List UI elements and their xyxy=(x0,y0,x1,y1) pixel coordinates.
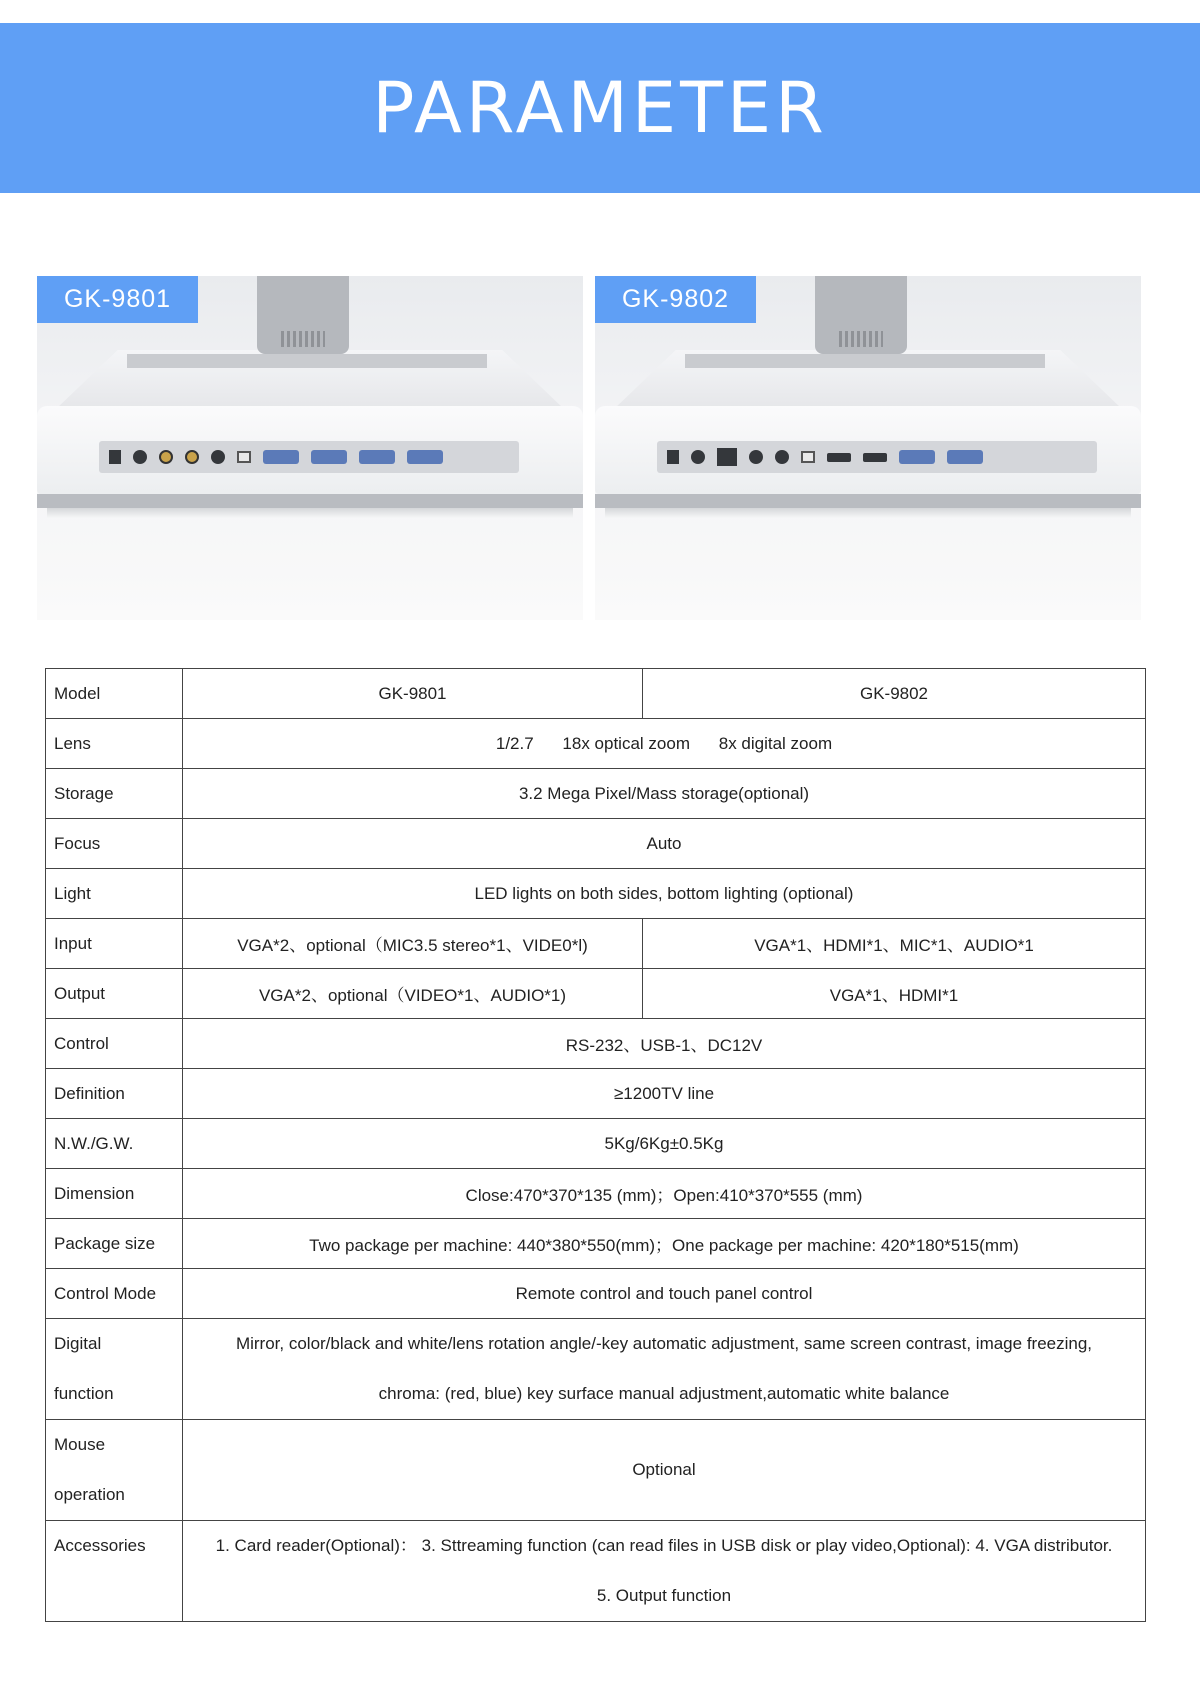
table-row xyxy=(46,1069,1146,1119)
table-row xyxy=(46,769,1146,819)
audio-port-icon xyxy=(133,450,147,464)
table-row xyxy=(46,1269,1146,1319)
model-tag: GK-9802 xyxy=(595,276,756,323)
usb-port-icon xyxy=(801,451,815,463)
cell-gk-9802: VGA*1、HDMI*1 xyxy=(643,969,1146,1019)
mic-port-icon xyxy=(749,450,763,464)
lens-size: 1/2.7 xyxy=(495,733,534,753)
table-row xyxy=(46,1319,1146,1420)
hdmi-port-icon xyxy=(827,453,851,462)
row-label-line: Mouse xyxy=(54,1435,106,1454)
row-label: Control xyxy=(46,1019,183,1069)
header-banner xyxy=(0,23,1200,193)
table-row xyxy=(46,969,1146,1019)
row-label: Light xyxy=(46,869,183,919)
cell-value: Two package per machine: 440*380*550(mm)；One package per machine: 420*180*515(mm) xyxy=(183,1219,1146,1269)
vga-port-icon xyxy=(311,450,347,464)
row-label-line: operation xyxy=(54,1485,125,1504)
table-row xyxy=(46,1119,1146,1169)
table-row xyxy=(46,719,1146,769)
vga-port-icon xyxy=(899,450,935,464)
power-port-icon xyxy=(109,450,121,464)
row-label: Focus xyxy=(46,819,183,869)
table-row xyxy=(46,1420,1146,1521)
table-row xyxy=(46,1219,1146,1269)
rca-port-icon xyxy=(159,450,173,464)
cell-line: chroma: (red, blue) key surface manual adjustment,automatic white balance xyxy=(378,1384,950,1403)
row-label xyxy=(46,1319,183,1420)
row-label: Storage xyxy=(46,769,183,819)
product-photo-gk-9801 xyxy=(37,276,583,620)
device-inset xyxy=(685,354,1045,368)
row-label: Accessories xyxy=(46,1521,183,1622)
vga-port-icon xyxy=(263,450,299,464)
port-panel xyxy=(657,441,1097,473)
row-label-line: function xyxy=(54,1384,114,1403)
cell-value xyxy=(183,1521,1146,1622)
vga-port-icon xyxy=(359,450,395,464)
cell-value xyxy=(183,719,1146,769)
lens-digital-zoom: 8x digital zoom xyxy=(718,733,833,753)
row-label-line: Digital xyxy=(54,1334,102,1353)
row-label: Lens xyxy=(46,719,183,769)
cell-gk-9802: GK-9802 xyxy=(643,669,1146,719)
page-title: PARAMETER xyxy=(372,67,828,149)
cell-gk-9801: VGA*2、optional（MIC3.5 stereo*1、VIDE0*l) xyxy=(183,919,643,969)
audio-port-icon xyxy=(775,450,789,464)
power-port-icon xyxy=(667,450,679,464)
table-row xyxy=(46,819,1146,869)
lens-optical-zoom: 18x optical zoom xyxy=(562,733,690,753)
row-label: Control Mode xyxy=(46,1269,183,1319)
hdmi-port-icon xyxy=(863,453,887,462)
ethernet-port-icon xyxy=(717,448,737,466)
cell-gk-9801: VGA*2、optional（VIDEO*1、AUDIO*1) xyxy=(183,969,643,1019)
row-label: Output xyxy=(46,969,183,1019)
row-label: Dimension xyxy=(46,1169,183,1219)
cell-value: Auto xyxy=(183,819,1146,869)
rca-port-icon xyxy=(185,450,199,464)
svideo-port-icon xyxy=(211,450,225,464)
cell-value: 3.2 Mega Pixel/Mass storage(optional) xyxy=(183,769,1146,819)
port-panel xyxy=(99,441,519,473)
cell-gk-9802: VGA*1、HDMI*1、MIC*1、AUDIO*1 xyxy=(643,919,1146,969)
table-row xyxy=(46,919,1146,969)
table-row xyxy=(46,1019,1146,1069)
cell-value xyxy=(183,1319,1146,1420)
camera-stand xyxy=(815,276,907,354)
device-inset xyxy=(127,354,487,368)
vga-port-icon xyxy=(407,450,443,464)
row-label: Input xyxy=(46,919,183,969)
row-label: Definition xyxy=(46,1069,183,1119)
product-photo-gk-9802 xyxy=(595,276,1141,620)
table-row xyxy=(46,869,1146,919)
cell-value: RS-232、USB-1、DC12V xyxy=(183,1019,1146,1069)
row-label: Model xyxy=(46,669,183,719)
cell-value: Close:470*370*135 (mm)；Open:410*370*555 (mm) xyxy=(183,1169,1146,1219)
row-label xyxy=(46,1420,183,1521)
cell-line: 5. Output function xyxy=(596,1586,732,1605)
device-foot xyxy=(595,494,1141,508)
rs232-port-icon xyxy=(691,450,705,464)
row-label: Package size xyxy=(46,1219,183,1269)
cell-value: Optional xyxy=(183,1420,1146,1521)
spec-table xyxy=(45,668,1146,1622)
table-row xyxy=(46,669,1146,719)
device-foot xyxy=(37,494,583,508)
table-row xyxy=(46,1521,1146,1622)
vga-port-icon xyxy=(947,450,983,464)
usb-port-icon xyxy=(237,451,251,463)
model-tag: GK-9801 xyxy=(37,276,198,323)
cell-line: 1. Card reader(Optional)： 3. Sttreaming function (can read files in USB disk or play video,Optional): 4. VGA distributor. xyxy=(215,1536,1113,1555)
camera-stand xyxy=(257,276,349,354)
cell-value: ≥1200TV line xyxy=(183,1069,1146,1119)
cell-value: Remote control and touch panel control xyxy=(183,1269,1146,1319)
row-label: N.W./G.W. xyxy=(46,1119,183,1169)
cell-value: LED lights on both sides, bottom lighting (optional) xyxy=(183,869,1146,919)
cell-gk-9801: GK-9801 xyxy=(183,669,643,719)
cell-value: 5Kg/6Kg±0.5Kg xyxy=(183,1119,1146,1169)
cell-line: Mirror, color/black and white/lens rotation angle/-key automatic adjustment, same screen contrast, image freezing, xyxy=(235,1334,1093,1353)
table-row xyxy=(46,1169,1146,1219)
